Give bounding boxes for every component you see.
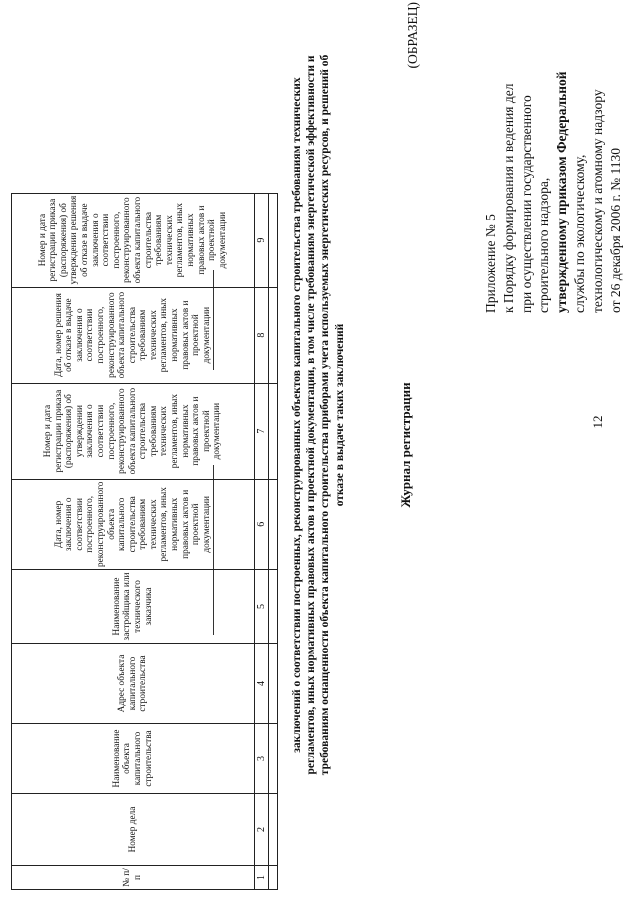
column-number: 8 (255, 287, 269, 383)
appendix-line: строительного надзора, (536, 177, 552, 313)
column-header: Номер дела (12, 794, 255, 866)
column-header: Наименование застройщика или технического заказчика (12, 570, 255, 644)
journal-description (290, 5, 347, 825)
table-cell (269, 193, 278, 287)
table-cell (269, 570, 278, 644)
table-cell (269, 724, 278, 794)
column-header: Дата, номер решения об отказе в выдаче заключения о соответствии построенного, реконструированного объекта капитального строительства требованиям технических регламентов, иных нормативных правовых актов и проектной документации (12, 287, 255, 383)
column-header: Номер и дата регистрации приказа (распоряжения) об утверждении решения об отказе в выдаче заключения о соответствии построенного, реконструированного объекта капитального строительства требованиям технических регламентов, иных нормативных правовых актов и проектной документации (12, 193, 255, 287)
journal-description-line: требованиям оснащенности объекта капитального строительства приборами учета используемых энергетических ресурсов, и решений об (319, 54, 332, 776)
table-empty-row (269, 193, 278, 889)
journal-description-line: регламентов, иных нормативных правовых актов и проектной документации, в том числе требованиям энергетической эффективности и (305, 55, 318, 775)
table-cell (269, 644, 278, 724)
page-number: 12 (590, 415, 605, 429)
column-number: 3 (255, 724, 269, 794)
table-number-row (255, 193, 269, 889)
appendix-line: Приложение № 5 (483, 214, 498, 313)
column-number: 5 (255, 570, 269, 644)
journal-table (11, 193, 278, 890)
column-number: 1 (255, 866, 269, 890)
table-cell (269, 866, 278, 890)
appendix-block (482, 13, 624, 313)
column-header: № п/п (12, 866, 255, 890)
column-header: Номер и дата регистрации приказа (распоряжения) об утверждении заключения о соответствии построенного, реконструированного объекта капитального строительства требованиям технических регламентов, иных нормативных правовых актов и проектной документации (12, 383, 255, 479)
journal-description-line: заключений о соответствии построенных, реконструированных объектов капитального строительства требованиям технических (291, 77, 303, 753)
column-header: Дата, номер заключения о соответствии построенного, реконструированного объекта капитального строительства требованиям технических регламентов, иных нормативных правовых актов и проектной документации (12, 479, 255, 569)
appendix-line: к Порядку формирования и ведения дел (500, 83, 516, 313)
appendix-line: технологическому и атомному надзору (589, 89, 605, 313)
appendix-line: при осуществлении государственного (518, 95, 534, 313)
column-number: 4 (255, 644, 269, 724)
column-number: 6 (255, 479, 269, 569)
journal-description-line: отказе в выдаче таких заключений (333, 323, 346, 507)
appendix-line: службы по экологическому, (571, 154, 587, 313)
appendix-line: утвержденному приказом Федеральной (554, 71, 570, 313)
column-number: 7 (255, 383, 269, 479)
table-cell (269, 383, 278, 479)
table-cell (269, 794, 278, 866)
column-number: 2 (255, 794, 269, 866)
sample-label: (ОБРАЗЕЦ) (405, 2, 420, 69)
column-number: 9 (255, 193, 269, 287)
column-header: Наименование объекта капитального строительства (12, 724, 255, 794)
table-cell (269, 479, 278, 569)
table-cell (269, 287, 278, 383)
journal-table-wrap (11, 193, 278, 890)
column-header: Адрес объекта капитального строительства (12, 644, 255, 724)
appendix-line: от 26 декабря 2006 г. № 1130 (607, 147, 623, 313)
journal-title: Журнал регистрации (398, 382, 413, 508)
table-header-row (12, 193, 255, 889)
